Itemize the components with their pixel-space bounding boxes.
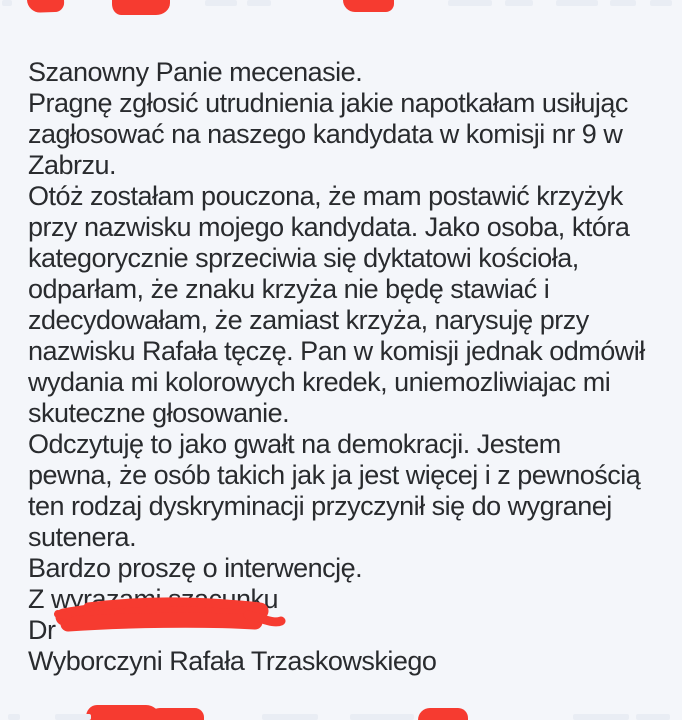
letter-line: Otóż zostałam pouczona, że mam postawić krzyżyk [28, 181, 623, 211]
letter-line: kategorycznie sprzeciwia się dyktatowi kościoła, [28, 243, 579, 273]
letter-line: ten rodzaj dyskryminacji przyczynił się do wygranej [28, 491, 612, 521]
top-cutoff-text-ghost [556, 0, 598, 6]
top-redaction-mark-1 [27, 0, 64, 13]
letter-line: skuteczne głosowanie. [28, 398, 290, 428]
letter-line: Szanowny Panie mecenasie. [28, 57, 363, 87]
letter-line: Pragnę zgłosić utrudnienia jakie napotkałam usiłując [28, 88, 628, 118]
bottom-cutoff-text-ghost [55, 714, 91, 720]
letter-line: zagłosować na naszego kandydata w komisji nr 9 w [28, 119, 623, 149]
bottom-cutoff-text-ghost [8, 714, 20, 720]
bottom-cutoff-text-ghost [573, 714, 629, 720]
letter-line: przy nazwisku mojego kandydata. Jako osoba, która [28, 212, 630, 242]
letter-line: Zabrzu. [28, 150, 117, 180]
letter-closing-line: Wyborczyni Rafała Trzaskowskiego [28, 646, 437, 676]
signature-prefix: Dr [28, 615, 56, 645]
bottom-redaction-mark-3 [418, 708, 468, 720]
bottom-cutoff-text-ghost [350, 714, 414, 720]
top-cutoff-text-ghost [247, 0, 271, 6]
bottom-cutoff-text-ghost [262, 714, 318, 720]
top-cutoff-text-ghost [610, 0, 636, 6]
bottom-cutoff-text-ghost [636, 714, 670, 720]
letter-line: Z wyrazami szacunku [28, 584, 279, 614]
letter-text [28, 57, 668, 677]
bottom-redaction-mark-2 [148, 708, 204, 720]
top-redaction-mark-2 [112, 0, 170, 15]
letter-line: nazwisku Rafała tęczę. Pan w komisji jednak odmówił [28, 336, 645, 366]
letter-line: Bardzo proszę o interwencję. [28, 553, 363, 583]
letter-line: Odczytuję to jako gwałt na demokracji. Jestem [28, 429, 561, 459]
letter-line: zdecydowałam, że zamiast krzyża, narysuję przy [28, 305, 589, 335]
top-cutoff-text-ghost [205, 0, 237, 6]
signature-line [28, 615, 668, 646]
top-cutoff-text-ghost [650, 0, 672, 6]
letter-line: pewna, że osób takich jak ja jest więcej i z pewnością [28, 460, 641, 490]
top-cutoff-text-ghost [448, 0, 492, 6]
top-redaction-mark-3 [343, 0, 394, 12]
letter-line: odparłam, że znaku krzyża nie będę stawiać i [28, 274, 550, 304]
letter-line: sutenera. [28, 522, 137, 552]
top-cutoff-text-ghost [2, 0, 12, 6]
top-cutoff-text-ghost [505, 0, 533, 6]
letter-line: wydania mi kolorowych kredek, uniemozliwiajac mi [28, 367, 611, 397]
